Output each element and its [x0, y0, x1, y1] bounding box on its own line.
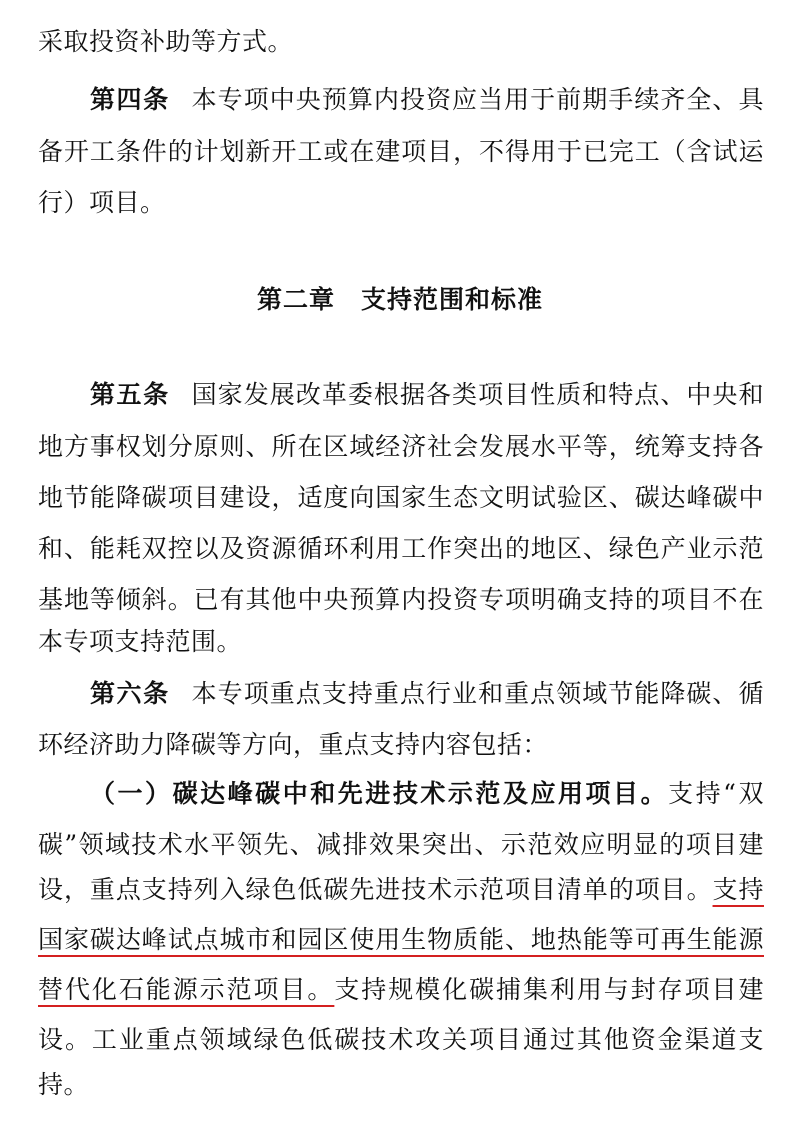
item-1-line-1 — [90, 774, 764, 814]
item-1-line-2 — [38, 825, 764, 865]
article-6-line-2 — [38, 725, 764, 765]
item-1-line-6 — [38, 1020, 764, 1060]
item-1-text: 支持规模化碳捕集利用与封存项目建 — [334, 975, 764, 1004]
item-1-line-5 — [38, 970, 764, 1010]
article-5-text: 本专项支持范围。 — [38, 627, 243, 656]
item-1-line-7 — [38, 1065, 764, 1105]
item-1-text: 支持“双 — [668, 779, 764, 808]
paragraph-line — [38, 22, 764, 62]
article-4-line-2 — [38, 132, 764, 172]
article-5-text: 国家发展改革委根据各类项目性质和特点、中央和 — [191, 380, 764, 409]
article-5-line-4 — [38, 529, 764, 569]
article-4-text: 备开工条件的计划新开工或在建项目，不得用于已完工（含试运 — [38, 137, 764, 166]
article-5-line-5 — [38, 580, 764, 620]
top-text: 采取投资补助等方式。 — [38, 27, 294, 56]
item-1-text: 持。 — [38, 1070, 90, 1099]
article-6-label: 第六条 — [90, 679, 170, 708]
article-4-text: 行）项目。 — [38, 188, 166, 217]
article-6-text: 环经济助力降碳等方向，重点支持内容包括： — [38, 730, 549, 759]
article-6-line-1 — [90, 674, 764, 714]
item-1-line-3 — [38, 870, 764, 910]
article-5-text: 地节能降碳项目建设，适度向国家生态文明试验区、碳达峰碳中 — [38, 483, 764, 512]
article-4-line-3 — [38, 183, 764, 223]
item-1-line-4 — [38, 920, 764, 960]
item-1-text: 碳”领域技术水平领先、减排效果突出、示范效应明显的项目建 — [38, 830, 764, 859]
article-5-line-1 — [90, 375, 764, 415]
article-4-text: 本专项中央预算内投资应当用于前期手续齐全、具 — [191, 85, 764, 114]
article-5-line-3 — [38, 478, 764, 518]
item-1-text: 设。工业重点领域绿色低碳技术攻关项目通过其他资金渠道支 — [38, 1025, 764, 1054]
highlighted-text: 国家碳达峰试点城市和园区使用生物质能、地热能等可再生能源 — [38, 925, 764, 954]
item-1-label: （一）碳达峰碳中和先进技术示范及应用项目。 — [90, 779, 669, 808]
article-5-text: 地方事权划分原则、所在区域经济社会发展水平等，统筹支持各 — [38, 432, 764, 461]
highlighted-text: 替代化石能源示范项目。 — [38, 975, 335, 1004]
article-4-line-1 — [90, 80, 764, 120]
highlighted-text: 支持 — [712, 875, 764, 904]
article-6-text: 本专项重点支持重点行业和重点领域节能降碳、循 — [191, 679, 764, 708]
article-5-text: 和、能耗双控以及资源循环利用工作突出的地区、绿色产业示范 — [38, 534, 764, 563]
article-4-label: 第四条 — [90, 85, 170, 114]
article-5-line-2 — [38, 427, 764, 467]
chapter-title: 第二章 支持范围和标准 — [256, 285, 543, 314]
article-5-label: 第五条 — [90, 380, 170, 409]
item-1-text: 设，重点支持列入绿色低碳先进技术示范项目清单的项目。 — [38, 875, 713, 904]
article-5-line-6 — [38, 622, 764, 662]
article-5-text: 基地等倾斜。已有其他中央预算内投资专项明确支持的项目不在 — [38, 585, 764, 614]
